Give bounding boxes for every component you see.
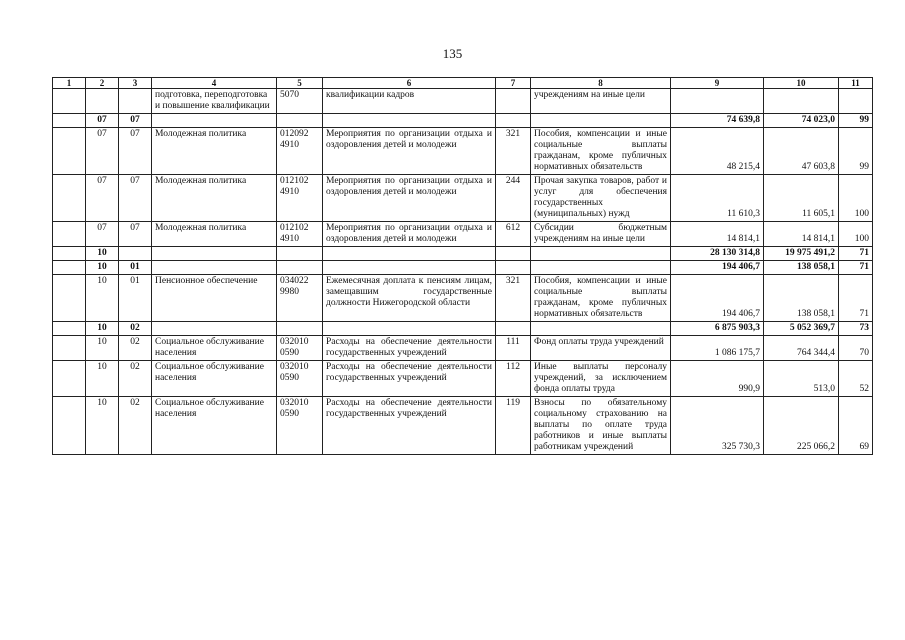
expense-type-name: Пособия, компенсации и иные социальные выплаты гражданам, кроме публичных нормативных обязательств (531, 128, 671, 175)
column-header-2: 2 (86, 78, 119, 89)
subsection-name: Социальное обслуживание населения (152, 336, 277, 361)
target-article-name: Мероприятия по организации отдыха и оздоровления детей и молодежи (323, 128, 496, 175)
execution-percent: 69 (839, 397, 873, 455)
col-1-cell (53, 336, 86, 361)
section-code: 10 (86, 336, 119, 361)
subsection-name: подготовка, переподготовка и повышение квалификации (152, 89, 277, 114)
budget-table (52, 77, 873, 455)
target-article-code: 032010 0590 (277, 397, 323, 455)
target-article-code (277, 247, 323, 261)
col-1-cell (53, 114, 86, 128)
subsection-code: 02 (119, 322, 152, 336)
approved-amount (671, 89, 764, 114)
column-header-9: 9 (671, 78, 764, 89)
executed-amount: 138 058,1 (764, 261, 839, 275)
subsection-code: 07 (119, 175, 152, 222)
target-article-name (323, 261, 496, 275)
execution-percent: 52 (839, 361, 873, 397)
expense-type-name: Пособия, компенсации и иные социальные выплаты гражданам, кроме публичных нормативных обязательств (531, 275, 671, 322)
execution-percent: 70 (839, 336, 873, 361)
section-code: 07 (86, 114, 119, 128)
subsection-name: Пенсионное обеспечение (152, 275, 277, 322)
target-article-name (323, 114, 496, 128)
subsection-name: Молодежная политика (152, 128, 277, 175)
section-code: 10 (86, 261, 119, 275)
approved-amount: 1 086 175,7 (671, 336, 764, 361)
execution-percent: 71 (839, 247, 873, 261)
table-row (53, 128, 873, 175)
col-1-cell (53, 275, 86, 322)
subsection-code: 01 (119, 275, 152, 322)
expense-type-code (496, 261, 531, 275)
target-article-name (323, 247, 496, 261)
target-article-code: 032010 0590 (277, 361, 323, 397)
target-article-name (323, 322, 496, 336)
executed-amount: 47 603,8 (764, 128, 839, 175)
expense-type-code: 111 (496, 336, 531, 361)
target-article-code: 032010 0590 (277, 336, 323, 361)
column-header-7: 7 (496, 78, 531, 89)
table-row (53, 336, 873, 361)
subsection-code: 07 (119, 128, 152, 175)
target-article-name: Ежемесячная доплата к пенсиям лицам, замещавшим государственные должности Нижегородской области (323, 275, 496, 322)
expense-type-code (496, 322, 531, 336)
subsection-code (119, 89, 152, 114)
approved-amount: 28 130 314,8 (671, 247, 764, 261)
col-1-cell (53, 175, 86, 222)
column-header-4: 4 (152, 78, 277, 89)
subsection-code: 02 (119, 336, 152, 361)
section-code: 10 (86, 275, 119, 322)
expense-type-code: 321 (496, 128, 531, 175)
column-header-11: 11 (839, 78, 873, 89)
approved-amount: 194 406,7 (671, 275, 764, 322)
subsection-code: 02 (119, 361, 152, 397)
target-article-code: 5070 (277, 89, 323, 114)
column-header-6: 6 (323, 78, 496, 89)
expense-type-name (531, 247, 671, 261)
subsection-name (152, 261, 277, 275)
section-code: 07 (86, 175, 119, 222)
expense-type-name: Субсидии бюджетным учреждениям на иные цели (531, 222, 671, 247)
target-article-code (277, 114, 323, 128)
approved-amount: 990,9 (671, 361, 764, 397)
expense-type-code (496, 89, 531, 114)
expense-type-code (496, 114, 531, 128)
table-row (53, 222, 873, 247)
col-1-cell (53, 261, 86, 275)
subsection-name (152, 114, 277, 128)
execution-percent: 100 (839, 222, 873, 247)
expense-type-name: Прочая закупка товаров, работ и услуг для обеспечения государственных (муниципальных) нужд (531, 175, 671, 222)
table-header-row (53, 78, 873, 89)
table-row (53, 247, 873, 261)
execution-percent (839, 89, 873, 114)
column-header-8: 8 (531, 78, 671, 89)
execution-percent: 71 (839, 275, 873, 322)
section-code: 10 (86, 247, 119, 261)
expense-type-name: Иные выплаты персоналу учреждений, за исключением фонда оплаты труда (531, 361, 671, 397)
table-body (53, 89, 873, 455)
execution-percent: 100 (839, 175, 873, 222)
approved-amount: 6 875 903,3 (671, 322, 764, 336)
subsection-code: 07 (119, 114, 152, 128)
section-code: 10 (86, 322, 119, 336)
expense-type-code: 112 (496, 361, 531, 397)
subsection-name: Молодежная политика (152, 175, 277, 222)
subsection-name: Молодежная политика (152, 222, 277, 247)
executed-amount (764, 89, 839, 114)
approved-amount: 11 610,3 (671, 175, 764, 222)
approved-amount: 74 639,8 (671, 114, 764, 128)
execution-percent: 99 (839, 128, 873, 175)
executed-amount: 19 975 491,2 (764, 247, 839, 261)
expense-type-code: 119 (496, 397, 531, 455)
expense-type-name: Взносы по обязательному социальному страхованию на выплаты по оплате труда работников и иные выплаты работникам учреждений (531, 397, 671, 455)
executed-amount: 5 052 369,7 (764, 322, 839, 336)
target-article-name: Мероприятия по организации отдыха и оздоровления детей и молодежи (323, 222, 496, 247)
table-row (53, 397, 873, 455)
expense-type-name (531, 114, 671, 128)
subsection-code: 01 (119, 261, 152, 275)
table-row (53, 114, 873, 128)
expense-type-code: 244 (496, 175, 531, 222)
expense-type-name (531, 322, 671, 336)
expense-type-code (496, 247, 531, 261)
col-1-cell (53, 397, 86, 455)
column-header-3: 3 (119, 78, 152, 89)
section-code: 10 (86, 361, 119, 397)
table-row (53, 322, 873, 336)
target-article-code (277, 261, 323, 275)
section-code: 10 (86, 397, 119, 455)
section-code: 07 (86, 128, 119, 175)
target-article-code: 034022 9980 (277, 275, 323, 322)
executed-amount: 513,0 (764, 361, 839, 397)
expense-type-name (531, 261, 671, 275)
table-row (53, 175, 873, 222)
expense-type-code: 612 (496, 222, 531, 247)
target-article-name: квалификации кадров (323, 89, 496, 114)
executed-amount: 225 066,2 (764, 397, 839, 455)
col-1-cell (53, 361, 86, 397)
executed-amount: 138 058,1 (764, 275, 839, 322)
execution-percent: 99 (839, 114, 873, 128)
executed-amount: 764 344,4 (764, 336, 839, 361)
column-header-1: 1 (53, 78, 86, 89)
approved-amount: 325 730,3 (671, 397, 764, 455)
column-header-5: 5 (277, 78, 323, 89)
target-article-code (277, 322, 323, 336)
target-article-code: 012092 4910 (277, 128, 323, 175)
table-row (53, 275, 873, 322)
col-1-cell (53, 322, 86, 336)
approved-amount: 14 814,1 (671, 222, 764, 247)
executed-amount: 11 605,1 (764, 175, 839, 222)
approved-amount: 48 215,4 (671, 128, 764, 175)
subsection-name: Социальное обслуживание населения (152, 361, 277, 397)
table-row (53, 89, 873, 114)
target-article-code: 012102 4910 (277, 175, 323, 222)
subsection-name (152, 322, 277, 336)
section-code: 07 (86, 222, 119, 247)
execution-percent: 73 (839, 322, 873, 336)
table-row (53, 261, 873, 275)
subsection-code: 07 (119, 222, 152, 247)
subsection-name (152, 247, 277, 261)
expense-type-name: учреждениям на иные цели (531, 89, 671, 114)
section-code (86, 89, 119, 114)
execution-percent: 71 (839, 261, 873, 275)
subsection-code: 02 (119, 397, 152, 455)
target-article-name: Мероприятия по организации отдыха и оздоровления детей и молодежи (323, 175, 496, 222)
subsection-name: Социальное обслуживание населения (152, 397, 277, 455)
target-article-name: Расходы на обеспечение деятельности государственных учреждений (323, 397, 496, 455)
subsection-code (119, 247, 152, 261)
col-1-cell (53, 89, 86, 114)
col-1-cell (53, 128, 86, 175)
col-1-cell (53, 222, 86, 247)
target-article-name: Расходы на обеспечение деятельности государственных учреждений (323, 336, 496, 361)
expense-type-name: Фонд оплаты труда учреждений (531, 336, 671, 361)
target-article-code: 012102 4910 (277, 222, 323, 247)
executed-amount: 74 023,0 (764, 114, 839, 128)
expense-type-code: 321 (496, 275, 531, 322)
page-number: 135 (442, 46, 463, 61)
table-row (53, 361, 873, 397)
col-1-cell (53, 247, 86, 261)
executed-amount: 14 814,1 (764, 222, 839, 247)
target-article-name: Расходы на обеспечение деятельности государственных учреждений (323, 361, 496, 397)
approved-amount: 194 406,7 (671, 261, 764, 275)
column-header-10: 10 (764, 78, 839, 89)
